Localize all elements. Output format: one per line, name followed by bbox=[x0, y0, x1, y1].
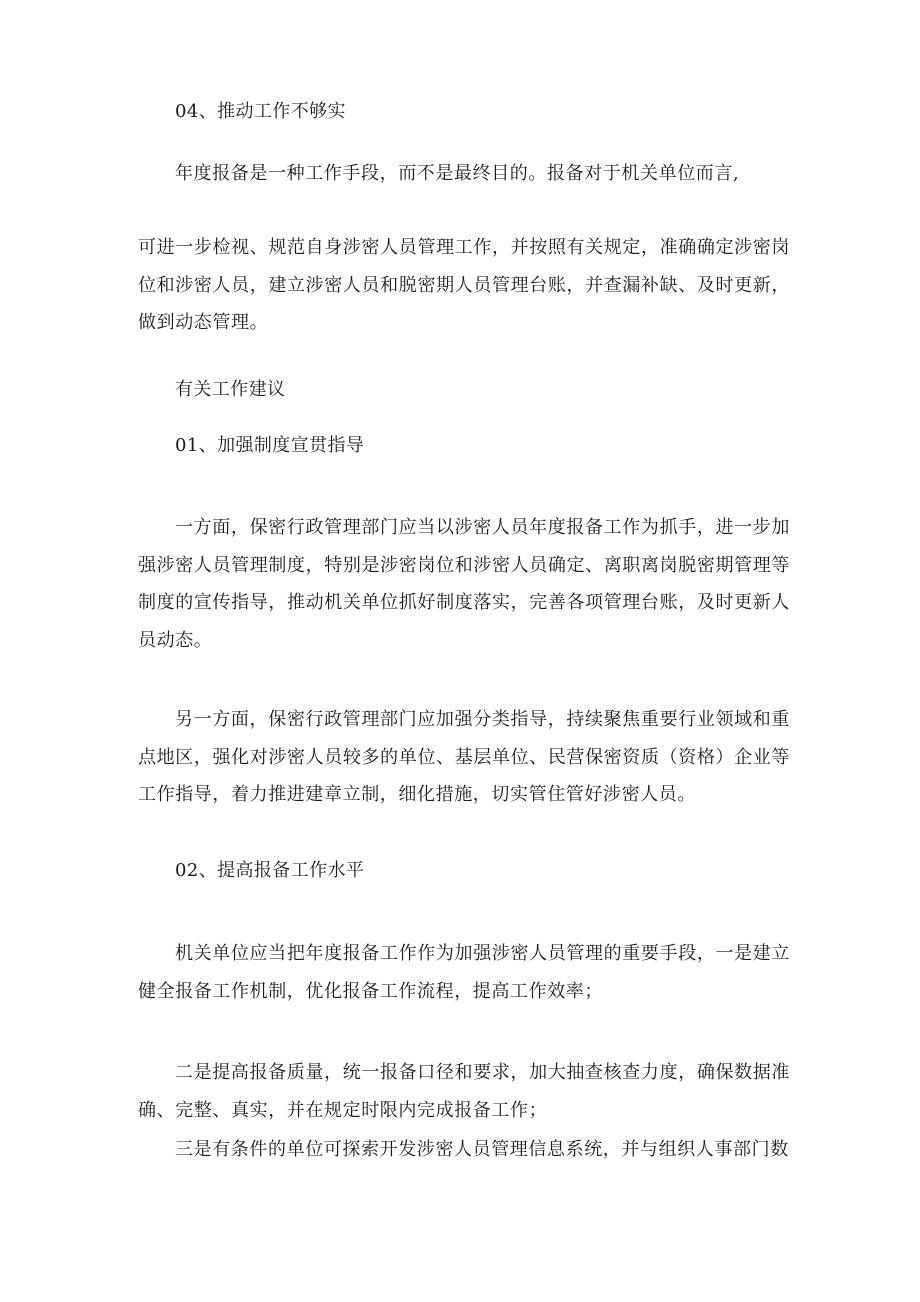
paragraph-first-measure: 机关单位应当把年度报备工作作为加强涉密人员管理的重要手段，一是建立健全报备工作机制，优化报备工作流程，提高工作效率； bbox=[138, 943, 790, 1002]
paragraph-third-measure: 三是有条件的单位可探索开发涉密人员管理信息系统，并与组织人事部门数 bbox=[175, 1139, 789, 1160]
section-heading-01: 01、加强制度宣贯指导 bbox=[175, 435, 365, 456]
paragraph-one-side: 一方面，保密行政管理部门应当以涉密人员年度报备工作为抓手，进一步加强涉密人员管理制度，特别是涉密岗位和涉密人员确定、离职离岗脱密期管理等制度的宣传指导，推动机关单位抓好制度落实，完善各项管理台账，及时更新人员动态。 bbox=[138, 517, 790, 651]
suggestions-heading: 有关工作建议 bbox=[175, 379, 286, 400]
paragraph-other-side: 另一方面，保密行政管理部门应加强分类指导，持续聚焦重要行业领域和重点地区，强化对涉密人员较多的单位、基层单位、民营保密资质（资格）企业等工作指导，着力推进建章立制，细化措施，切实管住管好涉密人员。 bbox=[138, 709, 790, 805]
section-heading-02: 02、提高报备工作水平 bbox=[175, 860, 365, 881]
section-heading-04: 04、推动工作不够实 bbox=[175, 101, 346, 122]
paragraph-annual-report: 年度报备是一种工作手段，而不是最终目的。报备对于机关单位而言, bbox=[175, 163, 740, 184]
paragraph-second-measure: 二是提高报备质量，统一报备口径和要求，加大抽查核查力度，确保数据准确、完整、真实，并在规定时限内完成报备工作； bbox=[138, 1062, 790, 1121]
paragraph-further-check: 可进一步检视、规范自身涉密人员管理工作，并按照有关规定，准确确定涉密岗位和涉密人员，建立涉密人员和脱密期人员管理台账，并查漏补缺、及时更新，做到动态管理。 bbox=[138, 237, 790, 333]
